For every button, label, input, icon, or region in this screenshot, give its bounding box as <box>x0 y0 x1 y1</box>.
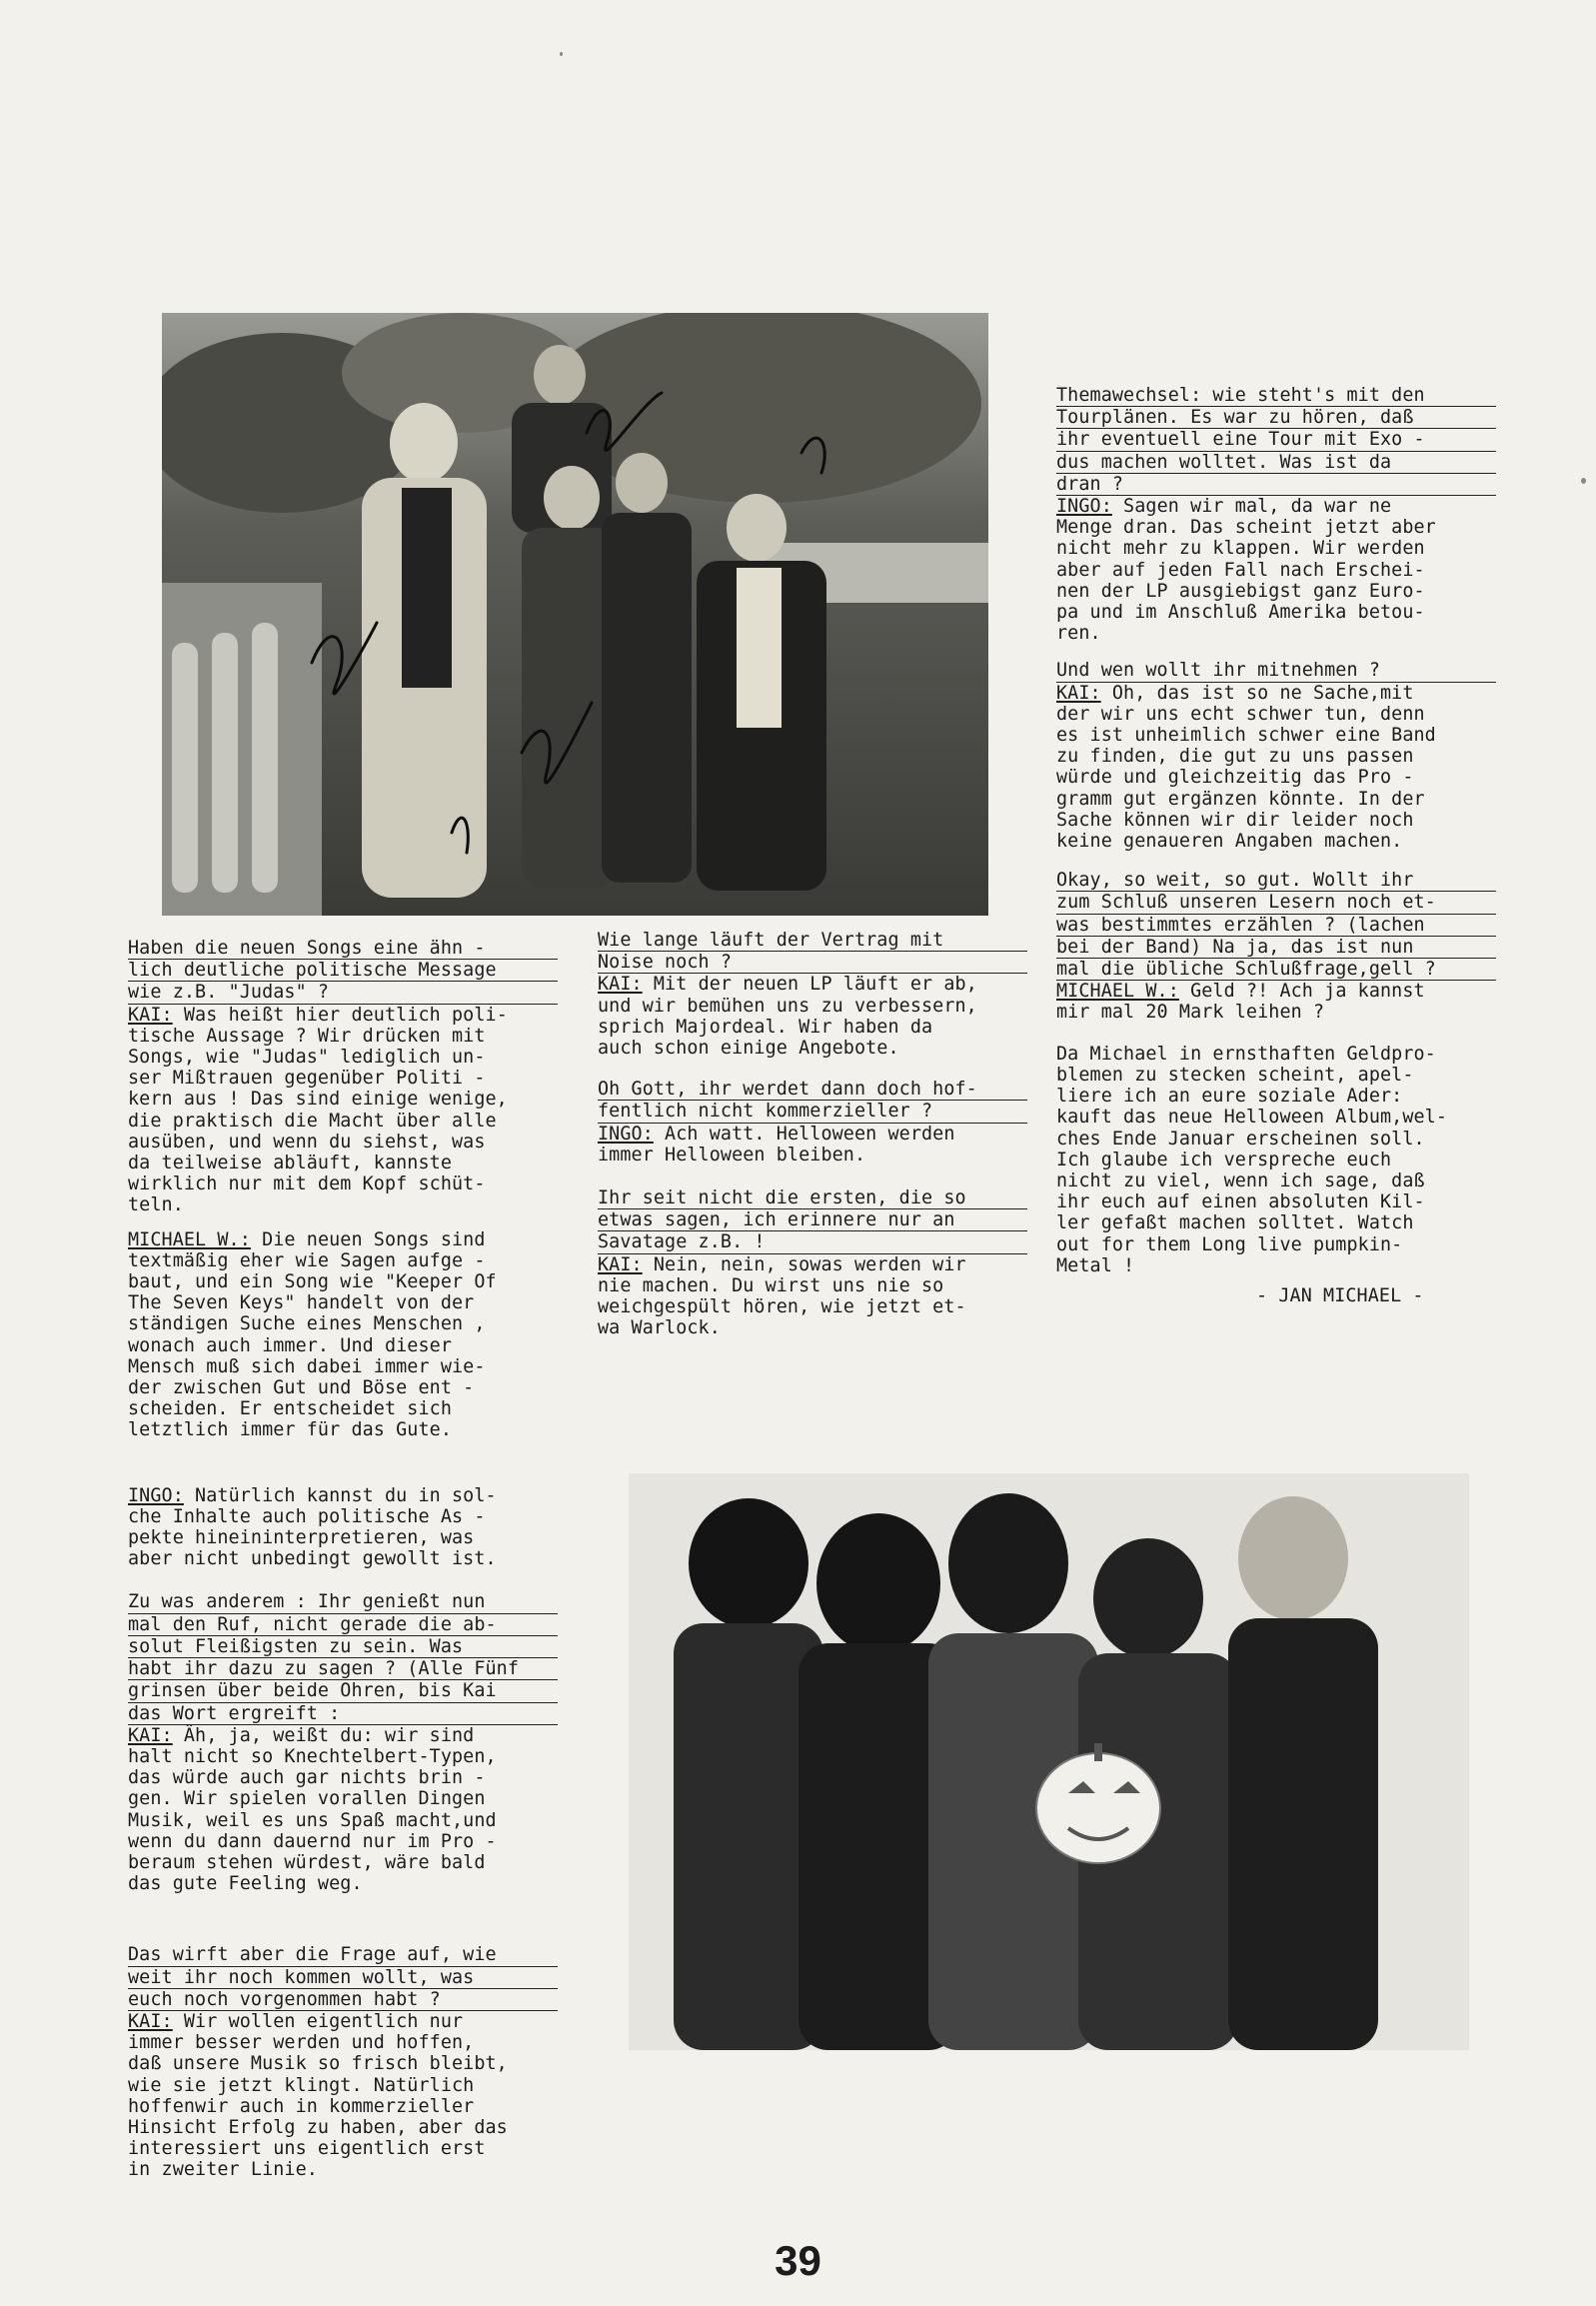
speaker: MICHAEL W.: <box>1056 981 1179 1003</box>
answer: Sagen wir mal, da war ne Menge dran. Das scheint jetzt aber nicht mehr zu klappen. Wir werden aber auf jeden Fall nach Erschei- nen der LP ausgiebigst ganz Euro- pa und im Anschluß Amerika betou- ren. <box>1056 496 1436 645</box>
answer: Nein, nein, sowas werden wir nie machen. Du wirst uns nie so weichgespült hören, wie jetzt et- wa Warlock. <box>598 1253 966 1339</box>
speaker: KAI: <box>128 1004 173 1026</box>
speaker: INGO: <box>128 1484 184 1506</box>
question-line: solut Fleißigsten zu sein. Was <box>128 1636 558 1658</box>
question-line: Wie lange läuft der Vertrag mit <box>598 930 1027 952</box>
question <box>598 1079 1027 1123</box>
question-line: Noise noch ? <box>598 952 1027 974</box>
speaker: KAI: <box>1056 682 1101 704</box>
question-line: was bestimmtes erzählen ? (lachen <box>1056 915 1496 937</box>
speck-mark <box>560 52 563 56</box>
qa-block <box>128 1485 558 1570</box>
question-line: dran ? <box>1056 474 1496 496</box>
answer: Oh, das ist so ne Sache,mit der wir uns echt schwer tun, denn es ist unheimlich schwer eine Band zu finden, die gut zu uns passen würde und gleichzeitig das Pro - gramm gut ergänzen könnte. In der Sache können wir dir leider noch keine genaueren Angaben machen. <box>1056 682 1436 853</box>
question-line: fentlich nicht kommerzieller ? <box>598 1101 1027 1123</box>
speaker: INGO: <box>598 1123 654 1145</box>
band-photo-bottom <box>629 1473 1469 2050</box>
qa-block <box>1056 385 1496 644</box>
question-line: etwas sagen, ich erinnere nur an <box>598 1209 1027 1231</box>
qa-block <box>598 930 1027 1059</box>
question-line: grinsen über beide Ohren, bis Kai <box>128 1680 558 1702</box>
question-line: dus machen wolltet. Was ist da <box>1056 452 1496 474</box>
answer: Die neuen Songs sind textmäßig eher wie Sagen aufge - baut, und ein Song wie "Keeper Of The Seven Keys" handelt von der ständigen Suche eines Menschen , wonach auch immer. Und dieser Mensch muß sich dabei immer wie- der zwischen Gut und Böse ent - scheiden. Er entscheidet sich letztlich immer für das Gute. <box>128 1228 497 1441</box>
qa-block <box>598 1079 1027 1165</box>
qa-block <box>598 1187 1027 1338</box>
answer: Äh, ja, weißt du: wir sind halt nicht so Knechtelbert-Typen, das würde auch gar nichts brin - gen. Wir spielen vorallen Dingen Musik, weil es uns Spaß macht,und wenn du dann dauernd nur im Pro - beraum stehen würdest, wäre bald das gute Feeling weg. <box>128 1724 497 1895</box>
question-line: ihr eventuell eine Tour mit Exo - <box>1056 429 1496 451</box>
question-line: wie z.B. "Judas" ? <box>128 982 558 1004</box>
speaker: KAI: <box>598 1253 643 1275</box>
question-line: Themawechsel: wie steht's mit den <box>1056 385 1496 407</box>
question-line: Okay, so weit, so gut. Wollt ihr <box>1056 870 1496 892</box>
answer: Geld ?! Ach ja kannst mir mal 20 Mark leihen ? <box>1056 981 1425 1024</box>
question <box>1056 660 1496 682</box>
page-number: 39 <box>775 2237 821 2284</box>
answer: Wir wollen eigentlich nur immer besser werden und hoffen, daß unsere Musik so frisch bleibt, wie sie jetzt klingt. Natürlich hoffenwir auch in kommerzieller Hinsicht Erfolg zu haben, aber das interessiert uns eigentlich erst in zweiter Linie. <box>128 2010 508 2181</box>
qa-block <box>1056 870 1496 1023</box>
speaker: KAI: <box>128 1724 173 1746</box>
qa-block <box>128 1944 558 2180</box>
question-line: bei der Band) Na ja, das ist nun <box>1056 937 1496 959</box>
column-1 <box>128 938 558 2194</box>
answer: Was heißt hier deutlich poli- tische Aussage ? Wir drücken mit Songs, wie "Judas" lediglich un- ser Mißtrauen gegenüber Politi - kern aus ! Das sind einige wenige, die praktisch die Macht über alle ausüben, und wenn du siehst, was da teilweise abläuft, kannste wirklich nur mit dem Kopf schüt- teln. <box>128 1004 508 1216</box>
band-photo-top <box>162 313 988 916</box>
question-line: euch noch vorgenommen habt ? <box>128 1989 558 2011</box>
qa-block <box>128 1229 558 1441</box>
question-line: Oh Gott, ihr werdet dann doch hof- <box>598 1079 1027 1101</box>
qa-block <box>128 1591 558 1894</box>
answer: Natürlich kannst du in sol- che Inhalte auch politische As - pekte hineininterpretieren, was aber nicht unbedingt gewollt ist. <box>128 1484 497 1570</box>
speaker: INGO: <box>1056 496 1112 518</box>
column-3 <box>1056 385 1496 1306</box>
author-signature: - JAN MICHAEL - <box>1256 1284 1424 1306</box>
answer: Da Michael in ernsthaften Geldpro- blemen zu stecken scheint, apel- liere ich an eure soziale Ader: kauft das neue Helloween Album,wel- ches Ende Januar erscheinen soll. Ich glaube ich verspreche euch nicht zu viel, wenn ich sage, daß ihr euch auf einen absoluten Kil- ler gefaßt machen solltet. Watch out for them Long live pumpkin- Metal ! <box>1056 1043 1448 1276</box>
speaker: KAI: <box>598 974 643 996</box>
question-line: Haben die neuen Songs eine ähn - <box>128 938 558 960</box>
question-line: mal die übliche Schlußfrage,gell ? <box>1056 959 1496 981</box>
closing-paragraph <box>1056 1044 1496 1276</box>
question-line: zum Schluß unseren Lesern noch et- <box>1056 892 1496 914</box>
question-line: das Wort ergreift : <box>128 1703 558 1725</box>
column-2 <box>598 930 1027 1351</box>
question <box>128 1944 558 2011</box>
question-line: Zu was anderem : Ihr genießt nun <box>128 1591 558 1613</box>
question-line: mal den Ruf, nicht gerade die ab- <box>128 1614 558 1636</box>
question <box>1056 870 1496 981</box>
answer: Ach watt. Helloween werden immer Helloween bleiben. <box>598 1123 955 1165</box>
speck-mark <box>1581 478 1586 484</box>
question-line: Das wirft aber die Frage auf, wie <box>128 1944 558 1966</box>
qa-block <box>1056 660 1496 852</box>
question <box>128 938 558 1005</box>
question-line: Ihr seit nicht die ersten, die so <box>598 1187 1027 1209</box>
question-line: Tourplänen. Es war zu hören, daß <box>1056 407 1496 429</box>
speaker: KAI: <box>128 2010 173 2032</box>
question-line: lich deutliche politische Message <box>128 960 558 982</box>
answer: Mit der neuen LP läuft er ab, und wir bemühen uns zu verbessern, sprich Majordeal. Wir haben da auch schon einige Angebote. <box>598 974 977 1060</box>
question-line: Und wen wollt ihr mitnehmen ? <box>1056 660 1496 682</box>
speaker: MICHAEL W.: <box>128 1228 251 1250</box>
question-line: weit ihr noch kommen wollt, was <box>128 1967 558 1989</box>
question <box>128 1591 558 1724</box>
question-line: Savatage z.B. ! <box>598 1231 1027 1253</box>
question-line: habt ihr dazu zu sagen ? (Alle Fünf <box>128 1658 558 1680</box>
question <box>598 1187 1027 1254</box>
qa-block <box>128 938 558 1216</box>
question <box>598 930 1027 974</box>
question <box>1056 385 1496 496</box>
